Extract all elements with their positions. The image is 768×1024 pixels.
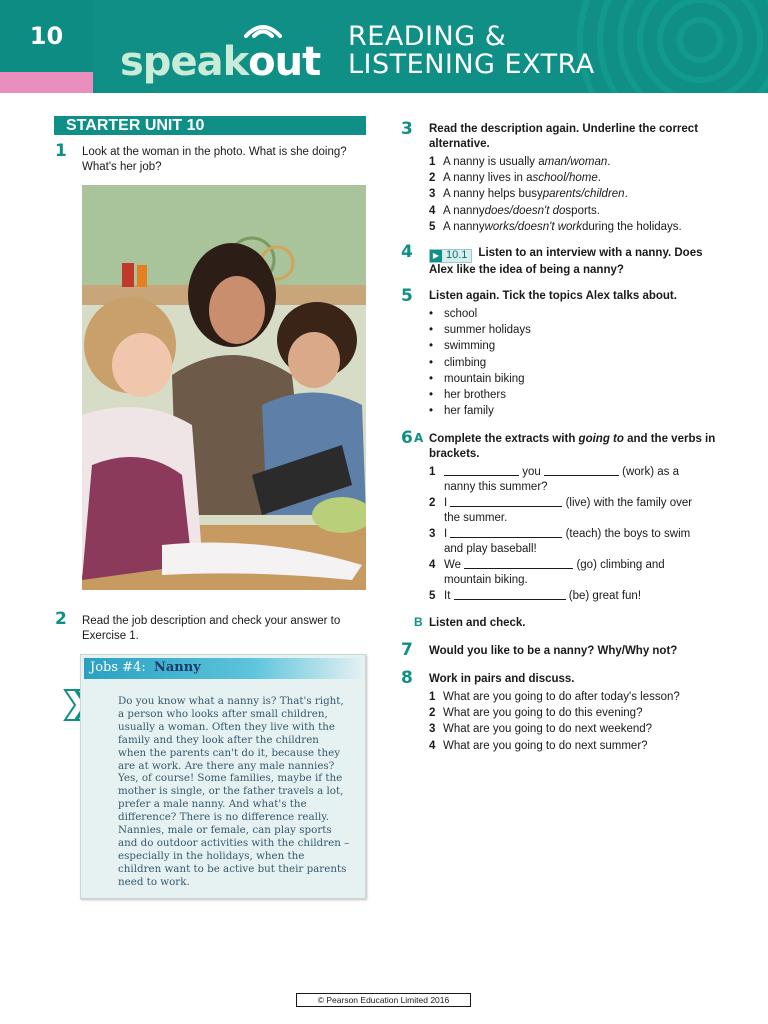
list-item bbox=[429, 186, 682, 202]
bullet: • bbox=[429, 324, 434, 337]
audio-track-button[interactable] bbox=[429, 249, 472, 263]
item-text: A nanny bbox=[443, 220, 485, 233]
exercise-5-instruction-text: Listen again. Tick the topics Alex talks about. bbox=[429, 290, 677, 302]
jobs-header bbox=[84, 658, 364, 679]
list-item bbox=[429, 355, 531, 371]
exercise-6-item-3 bbox=[429, 527, 719, 557]
exercise-2-text: Read the job description and check your answer to Exercise 1. bbox=[82, 615, 341, 642]
item-alternative[interactable]: man/woman bbox=[544, 156, 608, 168]
photo-nanny bbox=[82, 185, 366, 590]
exercise-4-text: Listen to an interview with a nanny. Does Alex like the idea of being a nanny? bbox=[429, 247, 703, 276]
exercise-6-sub-a: A bbox=[414, 431, 424, 445]
item-alternative[interactable]: parents/children bbox=[542, 188, 625, 201]
exercise-5-number: 5 bbox=[401, 286, 413, 306]
item-number: 3 bbox=[429, 188, 436, 201]
item-number: 3 bbox=[429, 528, 436, 540]
bullet: • bbox=[429, 340, 434, 353]
item-text: A nanny bbox=[443, 204, 485, 217]
copyright-footer: © Pearson Education Limited 2016 bbox=[296, 993, 471, 1007]
item-text: What are you going to do next summer? bbox=[443, 739, 648, 752]
list-item bbox=[429, 338, 531, 354]
exercise-5-topics bbox=[429, 306, 531, 419]
exercise-6b-instruction: Listen and check. bbox=[429, 617, 526, 629]
exercise-8-list bbox=[429, 689, 680, 754]
list-item bbox=[429, 738, 680, 754]
exercise-6-item-2 bbox=[429, 496, 719, 526]
unit-number: 10 bbox=[29, 22, 64, 50]
item-text: A nanny helps busy bbox=[443, 188, 543, 201]
exercise-6-item-1 bbox=[429, 465, 719, 495]
exercise-4-instruction bbox=[429, 246, 719, 278]
item-text: (work) as a bbox=[618, 466, 680, 478]
item-number: 5 bbox=[429, 220, 436, 233]
item-text: you bbox=[519, 466, 544, 478]
jobs-label-text: Jobs #4: bbox=[90, 660, 146, 675]
list-item bbox=[429, 170, 682, 186]
header-title-line2: LISTENING EXTRA bbox=[348, 49, 595, 80]
blank-field[interactable] bbox=[544, 475, 619, 476]
list-item bbox=[429, 154, 682, 170]
item-number: 2 bbox=[429, 172, 436, 185]
list-item bbox=[429, 689, 680, 705]
list-item bbox=[429, 705, 680, 721]
exercise-8-instruction-text: Work in pairs and discuss. bbox=[429, 673, 575, 685]
logo-speak: speak bbox=[120, 39, 249, 85]
exercise-6-sub-b: B bbox=[414, 615, 423, 629]
topic-text: her family bbox=[444, 405, 494, 418]
exercise-6-instruction bbox=[429, 432, 719, 462]
page-header bbox=[0, 0, 768, 93]
item-number: 5 bbox=[429, 590, 436, 602]
header-title-line1: READING & bbox=[348, 21, 507, 52]
play-icon: ▶ bbox=[430, 250, 442, 262]
item-text: A nanny is usually a bbox=[443, 156, 545, 168]
exercise-2-number: 2 bbox=[55, 609, 67, 629]
header-title bbox=[348, 23, 595, 79]
list-item bbox=[429, 403, 531, 419]
instruction-emphasis: going to bbox=[578, 433, 624, 445]
item-text: . bbox=[624, 188, 628, 201]
exercise-1-number: 1 bbox=[55, 141, 67, 161]
blank-field[interactable] bbox=[454, 599, 566, 600]
item-text: (go) climbing and bbox=[573, 559, 665, 571]
blank-field[interactable] bbox=[464, 568, 573, 569]
pink-strip bbox=[0, 72, 93, 93]
item-text: We bbox=[444, 559, 465, 571]
list-item bbox=[429, 322, 531, 338]
exercise-6-item-5 bbox=[429, 589, 719, 604]
item-text: (be) great fun! bbox=[565, 590, 642, 602]
blank-field[interactable] bbox=[444, 475, 519, 476]
logo-wave-icon bbox=[238, 16, 288, 38]
exercise-6-number: 6 bbox=[401, 428, 413, 448]
list-item bbox=[429, 371, 531, 387]
item-number: 2 bbox=[429, 497, 436, 509]
blank-field[interactable] bbox=[450, 506, 562, 507]
exercise-3-number: 3 bbox=[401, 119, 413, 139]
item-text-continued: the summer. bbox=[444, 512, 508, 524]
jobs-text-box bbox=[80, 654, 366, 899]
item-number: 1 bbox=[429, 691, 436, 703]
item-text: . bbox=[607, 156, 611, 168]
item-text: sports. bbox=[565, 204, 600, 217]
item-number: 4 bbox=[429, 204, 436, 217]
exercise-7-number: 7 bbox=[401, 640, 413, 660]
list-item bbox=[429, 219, 682, 235]
item-text: I bbox=[444, 528, 451, 540]
exercise-7-text bbox=[429, 644, 719, 659]
bullet: • bbox=[429, 405, 434, 418]
item-number: 1 bbox=[429, 466, 436, 478]
item-text: What are you going to do after today's lesson? bbox=[443, 691, 680, 703]
exercise-8-number: 8 bbox=[401, 668, 413, 688]
jobs-body-text: Do you know what a nanny is? That's right, a person who looks after small children, usually a woman. Often they live with the family and they look after the children when the parents can't do it, because they are at work. Are there any male nannies? Yes, of course! Some families, maybe if the mother is single, or the father travels a lot, prefer a male nanny. And what's the difference? There is no difference really. Nannies, male or female, can play sports and do outdoor activities with the children – especially in the holidays, when the children want to be active but their parents need to work. bbox=[118, 695, 350, 888]
item-text: . bbox=[597, 172, 601, 185]
exercise-3-instruction bbox=[429, 122, 719, 152]
item-alternative[interactable]: does/doesn't do bbox=[484, 204, 566, 217]
list-item bbox=[429, 203, 682, 219]
item-alternative[interactable]: works/doesn't work bbox=[484, 220, 583, 233]
unit-number-box bbox=[0, 0, 93, 72]
list-item bbox=[429, 721, 680, 737]
jobs-label bbox=[90, 660, 201, 675]
instruction-text: Complete the extracts with bbox=[429, 433, 579, 445]
item-number: 4 bbox=[429, 739, 436, 752]
bullet: • bbox=[429, 356, 434, 369]
item-text: What are you going to do next weekend? bbox=[443, 723, 653, 736]
topic-text: her brothers bbox=[444, 389, 507, 402]
audio-track-number: 10.1 bbox=[446, 249, 468, 261]
item-text: I bbox=[444, 497, 451, 509]
item-number: 3 bbox=[429, 723, 436, 736]
exercise-4-number: 4 bbox=[401, 242, 413, 262]
blank-field[interactable] bbox=[450, 537, 562, 538]
item-text: What are you going to do this evening? bbox=[443, 707, 643, 720]
list-item bbox=[429, 387, 531, 403]
exercise-3-list bbox=[429, 154, 682, 235]
bullet: • bbox=[429, 308, 434, 320]
instruction-text: and the verbs in brackets. bbox=[429, 433, 716, 460]
exercise-1-text: Look at the woman in the photo. What is she doing? What's her job? bbox=[82, 146, 347, 173]
exercise-6b-text bbox=[429, 616, 719, 631]
item-text: A nanny lives in a bbox=[443, 172, 533, 185]
list-item bbox=[429, 306, 531, 322]
bullet: • bbox=[429, 389, 434, 402]
exercise-7-instruction: Would you like to be a nanny? Why/Why not? bbox=[429, 645, 678, 657]
item-text: (live) with the family over bbox=[562, 497, 693, 509]
item-number: 1 bbox=[429, 156, 436, 168]
topic-text: school bbox=[444, 308, 478, 320]
item-text-continued: mountain biking. bbox=[444, 574, 528, 586]
jobs-name: Nanny bbox=[153, 660, 201, 675]
exercise-6-item-4 bbox=[429, 558, 719, 588]
bullet: • bbox=[429, 372, 434, 385]
exercise-5-instruction bbox=[429, 289, 719, 304]
exercise-8-instruction bbox=[429, 672, 719, 687]
item-alternative[interactable]: school/home bbox=[532, 172, 598, 185]
photo-woman-with-children-tablet-icon bbox=[82, 185, 366, 590]
item-text: It bbox=[444, 590, 454, 602]
item-number: 4 bbox=[429, 559, 436, 571]
topic-text: mountain biking bbox=[444, 372, 525, 385]
item-text-continued: nanny this summer? bbox=[444, 481, 548, 493]
item-number: 2 bbox=[429, 707, 436, 720]
topic-text: climbing bbox=[444, 356, 487, 369]
item-text: during the holidays. bbox=[582, 220, 682, 233]
topic-text: summer holidays bbox=[444, 324, 531, 337]
unit-bar: STARTER UNIT 10 bbox=[54, 116, 366, 135]
logo-out: out bbox=[248, 39, 321, 85]
item-text-continued: and play baseball! bbox=[444, 543, 537, 555]
topic-text: swimming bbox=[444, 340, 496, 353]
item-text: (teach) the boys to swim bbox=[562, 528, 691, 540]
speakout-logo bbox=[120, 22, 321, 85]
exercise-3-instruction-text: Read the description again. Underline the correct alternative. bbox=[429, 123, 699, 150]
